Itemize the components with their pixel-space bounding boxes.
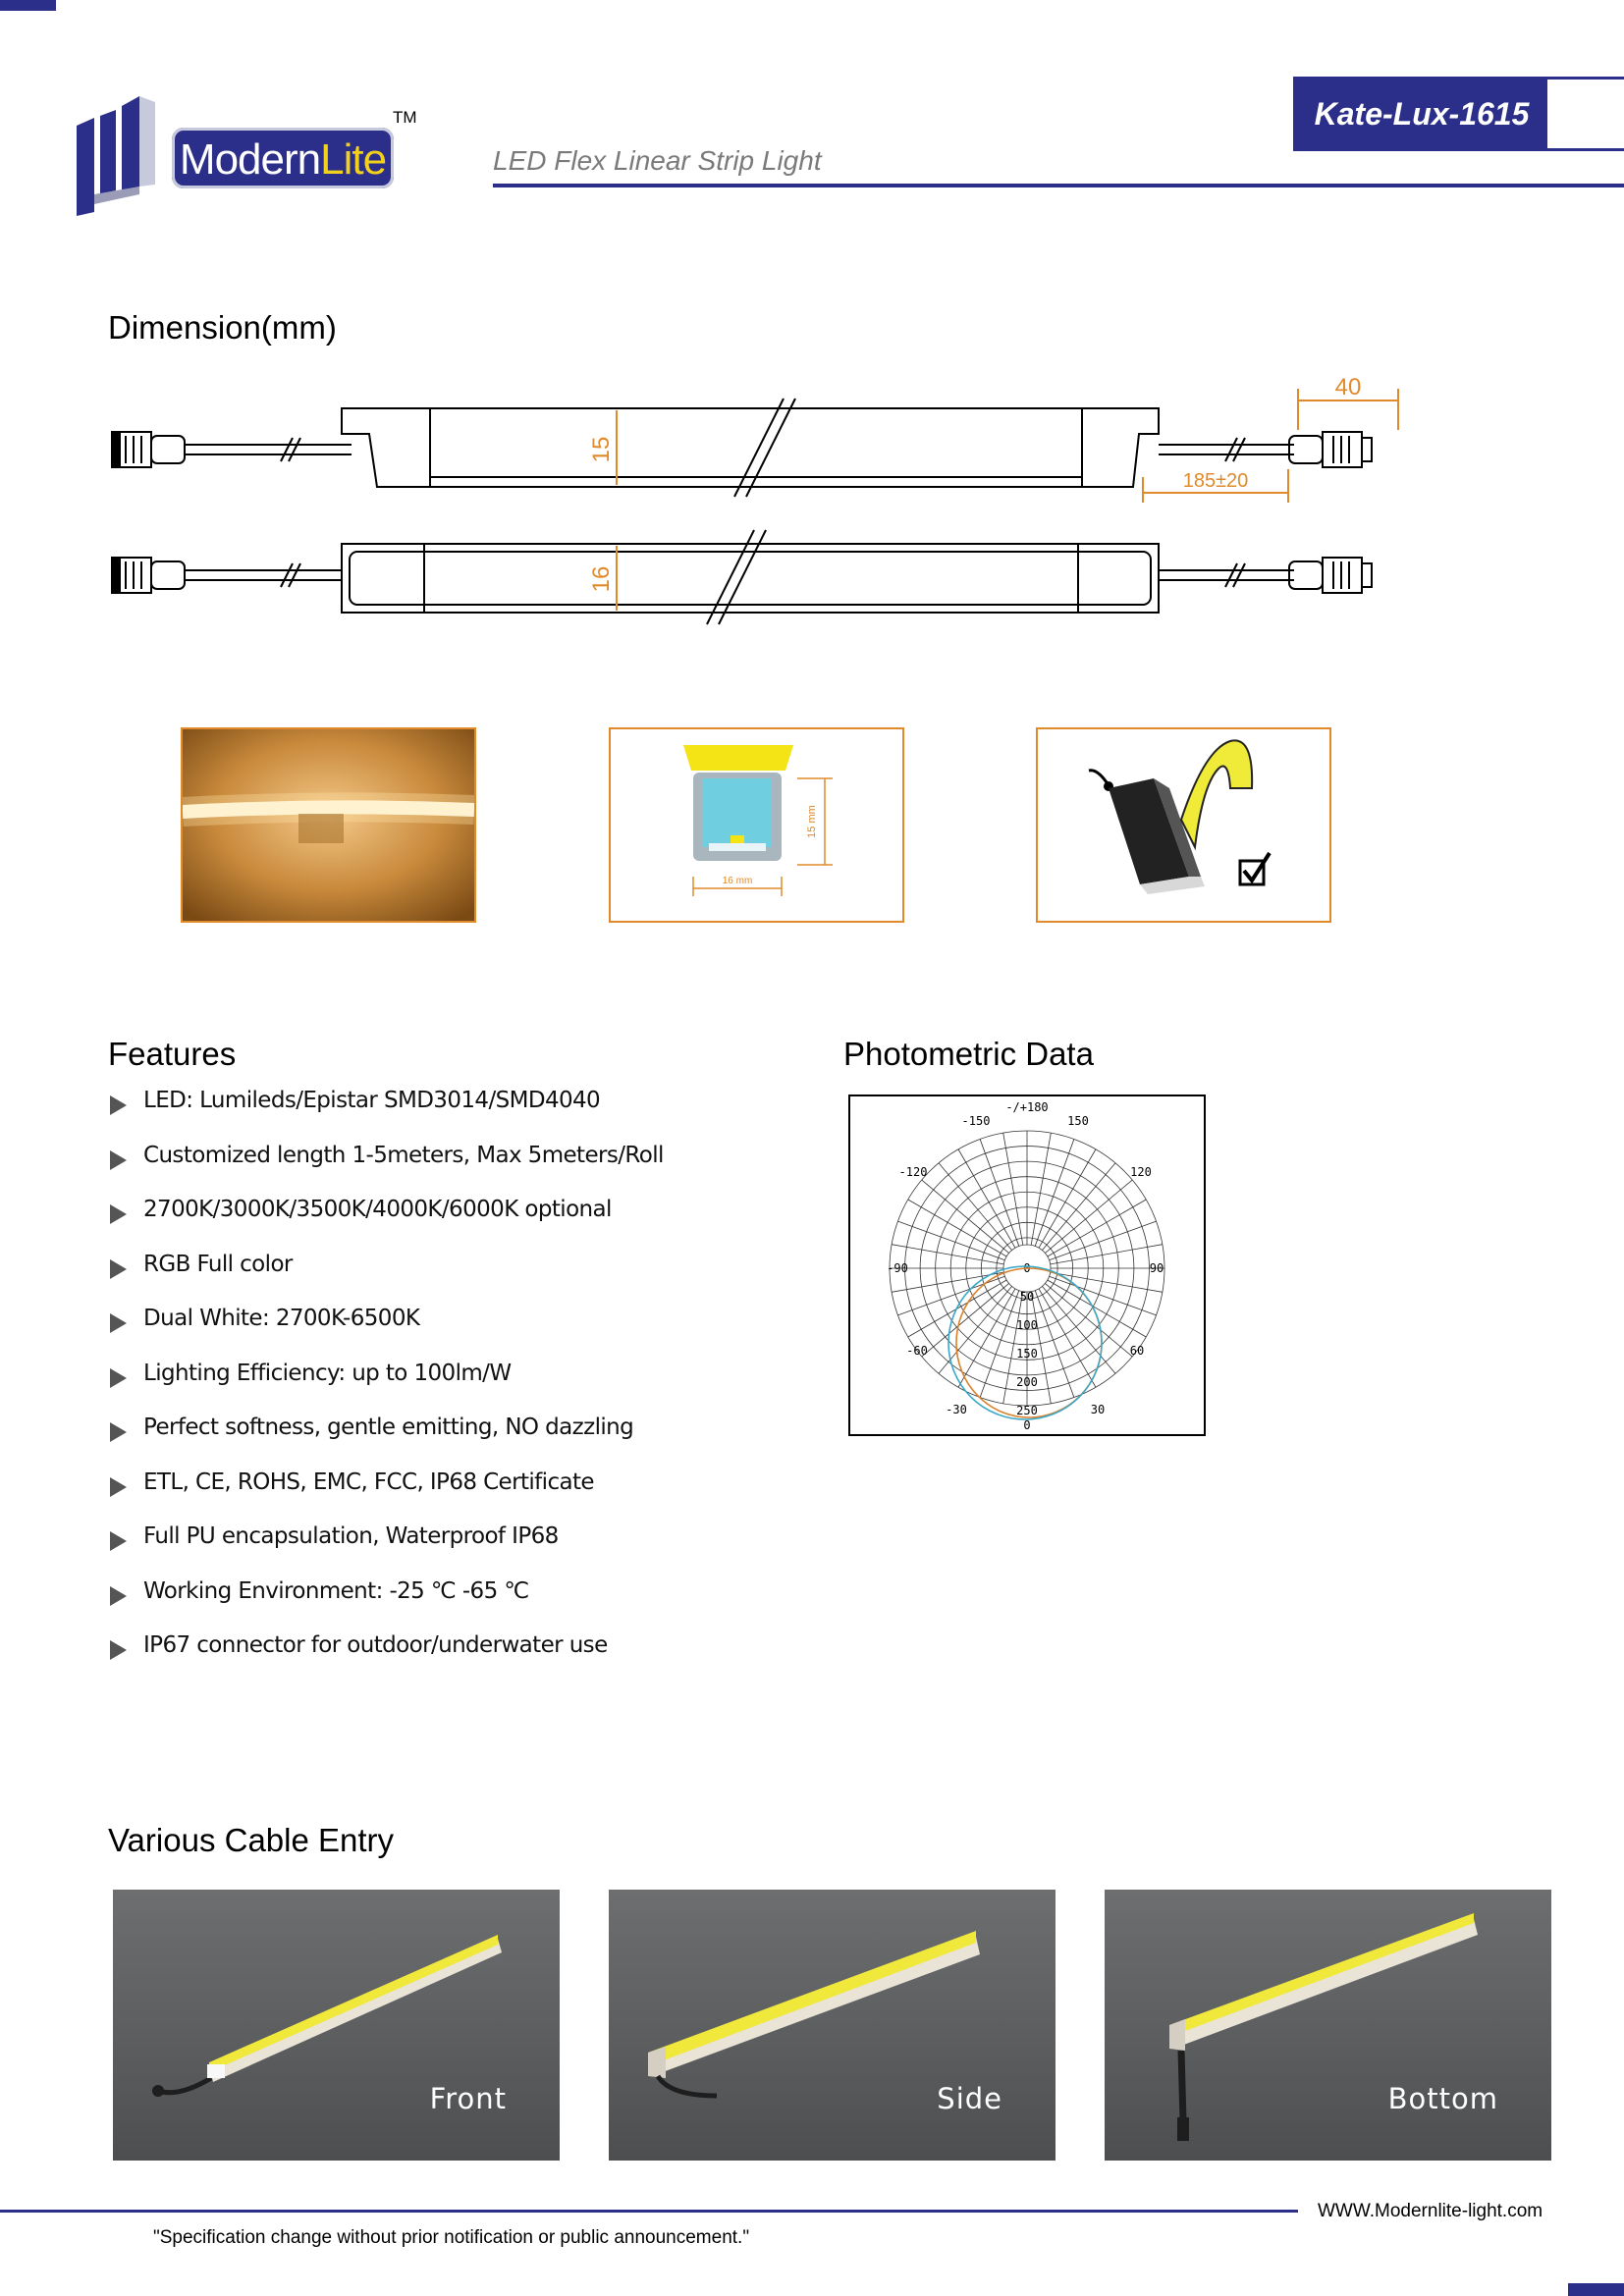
cable-entry-label: Front [429,2082,507,2115]
bullet-triangle-icon [110,1531,127,1551]
polar-radial-label: 200 [1016,1375,1038,1389]
brand-logo [77,96,430,216]
feature-item: Dual White: 2700K-6500K [108,1306,795,1361]
dimension-connector-label: 40 [1334,374,1362,400]
polar-spoke [980,1139,1019,1246]
logo-mark-icon [77,96,185,216]
polar-angle-label: -150 [961,1114,991,1128]
feature-item: ETL, CE, ROHS, EMC, FCC, IP68 Certificate [108,1469,795,1524]
polar-spoke [980,1291,1019,1398]
feature-item: Customized length 1-5meters, Max 5meters/Roll [108,1143,795,1198]
cross-section-height-label: 15 mm [806,805,818,838]
polar-angle-label: 120 [1130,1165,1152,1179]
polar-radial-label: 100 [1016,1318,1038,1332]
polar-angle-label: 150 [1067,1114,1089,1128]
polar-diagram [848,1095,1206,1436]
polar-angle-label: -120 [898,1165,928,1179]
feature-item: RGB Full color [108,1252,795,1307]
glow-photo [181,727,476,923]
polar-spoke [1045,1180,1132,1254]
photometric-heading: Photometric Data [843,1036,1094,1072]
cable-entry-label: Bottom [1387,2082,1498,2115]
feature-item: Lighting Efficiency: up to 100lm/W [108,1361,795,1415]
polar-spoke [1035,1139,1074,1246]
model-number: Kate-Lux-1615 [1296,80,1547,148]
polar-angle-label: -90 [887,1261,908,1275]
polar-spoke [897,1276,1004,1315]
bullet-triangle-icon [110,1204,127,1224]
polar-angle-label: -60 [906,1344,928,1358]
product-subtitle: LED Flex Linear Strip Light [493,145,822,176]
strip-top-view [112,530,1372,624]
logo-badge [172,128,394,188]
polar-spoke [897,1221,1004,1260]
bullet-triangle-icon [110,1259,127,1279]
cable-entry-heading: Various Cable Entry [108,1822,395,1858]
polar-spoke [1003,1133,1023,1245]
corner-accent [1568,2283,1624,2296]
feature-item: 2700K/3000K/3500K/4000K/6000K optional [108,1197,795,1252]
polar-spoke [892,1245,1003,1264]
model-badge [1293,77,1624,151]
polar-spoke [1051,1245,1163,1264]
polar-spoke [1039,1289,1096,1387]
cross-section-width-label: 16 mm [722,876,753,886]
cable-entry-front [113,1890,560,2161]
brand-name-part1: Modern [179,135,321,184]
features-heading: Features [108,1036,237,1072]
brand-name-part2: Lite [320,135,387,184]
bullet-triangle-icon [110,1368,127,1388]
polar-radial-label: 250 [1016,1404,1038,1417]
polar-spoke [1050,1221,1157,1260]
polar-spoke [1048,1200,1146,1256]
polar-angle-label: -30 [946,1403,967,1416]
polar-angle-label: 90 [1149,1261,1164,1275]
feature-item: Working Environment: -25 ℃ -65 ℃ [108,1578,795,1633]
polar-radial-label: 50 [1019,1290,1035,1304]
polar-spoke [958,1149,1015,1248]
dimension-drawing [106,371,1412,636]
bullet-triangle-icon [110,1150,127,1170]
footer-website[interactable]: WWW.Modernlite-light.com [1318,2201,1543,2221]
bend-direction-figure [1036,727,1331,923]
polar-angle-label: 30 [1090,1403,1106,1416]
dimension-cable-label: 185±20 [1182,470,1249,492]
feature-item: LED: Lumileds/Epistar SMD3014/SMD4040 [108,1088,795,1143]
polar-angle-label: 0 [1023,1418,1031,1432]
polar-spoke [1051,1272,1163,1292]
bullet-triangle-icon [110,1640,127,1660]
polar-angle-label: -/+180 [1005,1100,1049,1114]
trademark-mark: TM [393,108,417,127]
dimension-width-label: 16 [588,565,615,593]
cross-section-figure [609,727,904,923]
features-list [108,1088,795,1687]
bullet-triangle-icon [110,1313,127,1333]
cable-entry-label: Side [937,2082,1002,2115]
polar-spoke [922,1180,1009,1254]
polar-radial-label: 0 [1023,1261,1031,1275]
polar-spoke [908,1200,1006,1256]
feature-item: Full PU encapsulation, Waterproof IP68 [108,1523,795,1578]
dimension-lines [617,389,1398,611]
cable-entry-bottom [1105,1890,1551,2161]
polar-radial-label: 150 [1016,1347,1038,1361]
bullet-triangle-icon [110,1586,127,1606]
feature-item: IP67 connector for outdoor/underwater use [108,1632,795,1687]
polar-spoke [1050,1276,1157,1315]
bullet-triangle-icon [110,1477,127,1497]
polar-spoke [1048,1280,1146,1337]
polar-spoke [1039,1149,1096,1248]
dimension-height-label: 15 [588,436,615,463]
bullet-triangle-icon [110,1095,127,1115]
polar-spoke [1042,1286,1115,1373]
bullet-triangle-icon [110,1422,127,1442]
dimension-heading: Dimension(mm) [108,309,337,346]
footer-divider [0,2210,1298,2213]
polar-angle-label: 60 [1129,1344,1145,1358]
corner-accent [0,0,56,11]
header-divider [493,184,1624,187]
polar-spoke [1031,1133,1051,1245]
polar-spoke [939,1163,1012,1251]
polar-spoke [1045,1283,1132,1357]
cable-entry-side [609,1890,1056,2161]
polar-spoke [1035,1291,1074,1398]
feature-item: Perfect softness, gentle emitting, NO dazzling [108,1415,795,1469]
polar-spoke [1042,1163,1115,1251]
footer-disclaimer: "Specification change without prior notification or public announcement." [153,2227,750,2248]
